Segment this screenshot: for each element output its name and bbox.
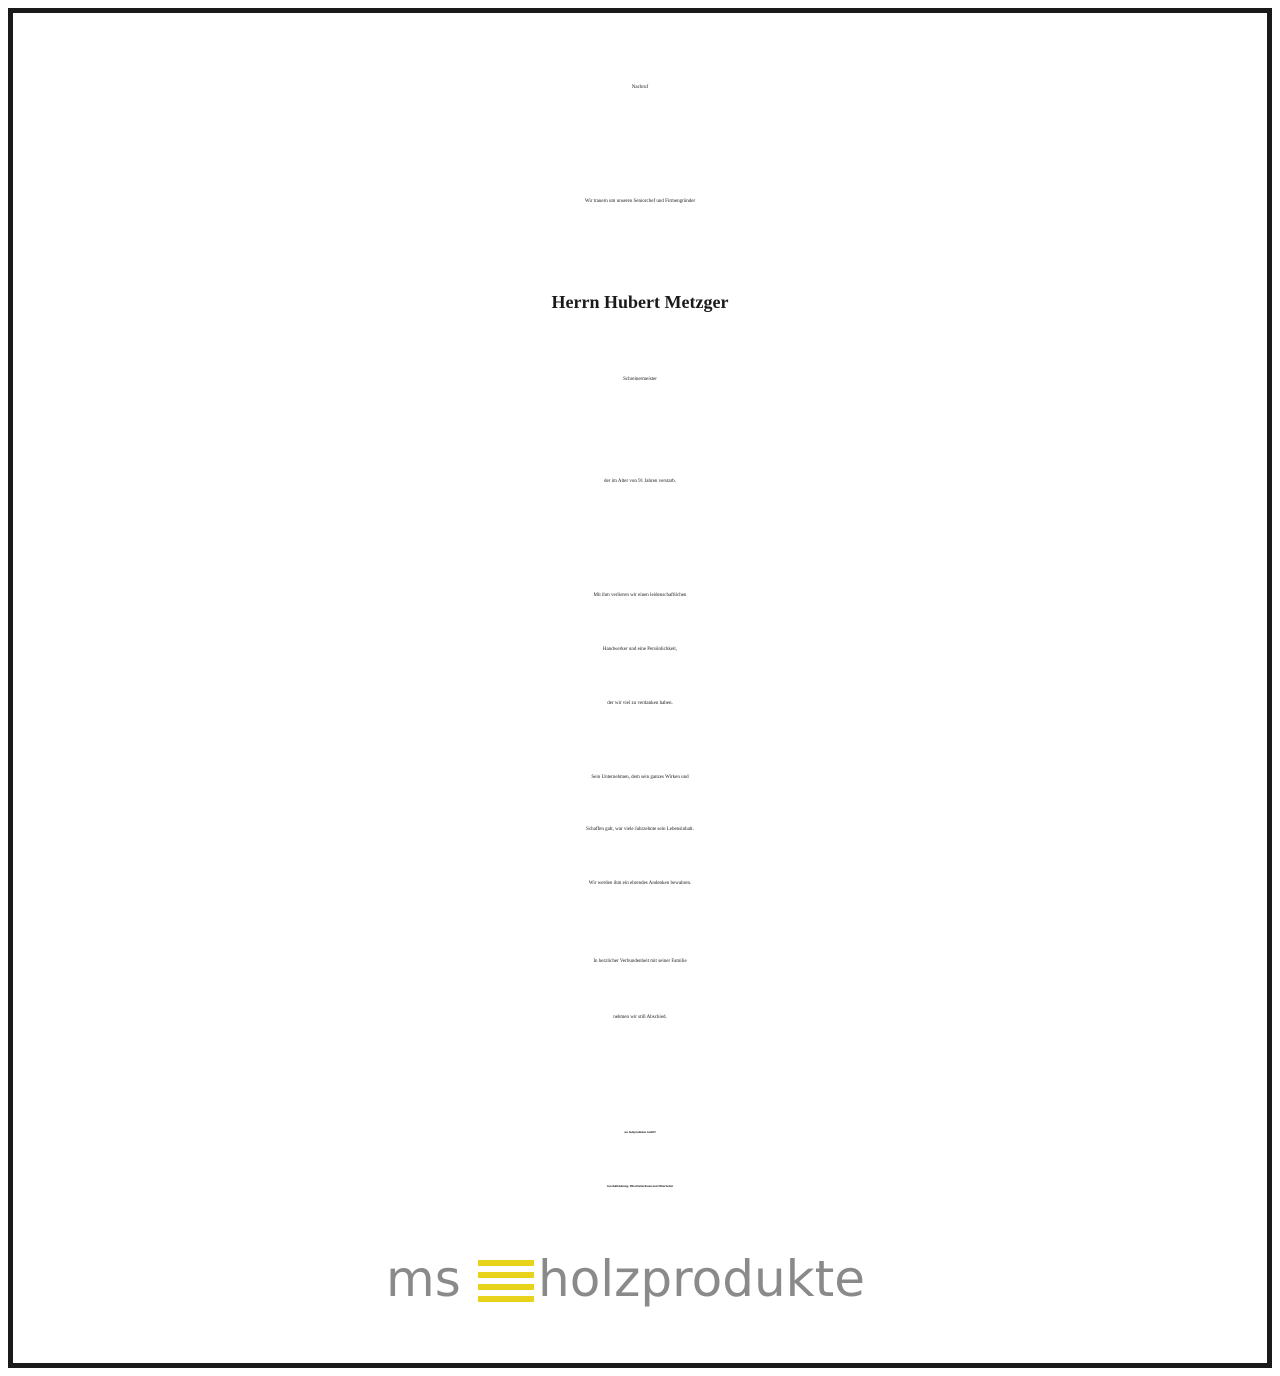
paragraph3-line: In herzlicher Verbundenheit mit seiner Familie: [593, 959, 687, 964]
intro-line: Wir trauern um unseren Seniorchef und Firmengründer: [584, 199, 696, 204]
logo-text-holzprodukte: holzprodukte: [538, 1250, 865, 1308]
logo-bars-icon: [478, 1260, 534, 1302]
paragraph2-line: Sein Unternehmen, dem sein ganzes Wirken und: [591, 775, 689, 780]
heading: Nachruf: [631, 85, 649, 90]
obituary-frame: [8, 8, 1272, 1368]
paragraph2-line: Wir werden ihm ein ehrendes Andenken bewahren.: [588, 881, 692, 886]
staff-line: Geschäftsleitung, Mitarbeiterinnen und Mitarbeiter: [606, 1184, 674, 1188]
logo-text-ms: ms: [386, 1250, 461, 1308]
company-logo: [380, 1250, 916, 1310]
age-line: der im Alter von 91 Jahren verstarb.: [603, 479, 677, 484]
deceased-name: Herrn Hubert Metzger: [551, 292, 729, 312]
company-name: ms holzprodukte GmbH: [624, 1130, 656, 1134]
profession: Schreinermeister: [623, 377, 657, 382]
paragraph1-line: Mit ihm verlieren wir einen leidenschaftlichen: [593, 593, 687, 598]
paragraph2-line: Schaffen galt, war viele Jahrzehnte sein Lebensinhalt.: [586, 827, 694, 832]
paragraph3-line: nehmen wir still Abschied.: [613, 1015, 667, 1020]
paragraph1-line: Handwerker und eine Persönlichkeit,: [602, 647, 678, 652]
paragraph1-line: der wir viel zu verdanken haben.: [607, 701, 673, 706]
